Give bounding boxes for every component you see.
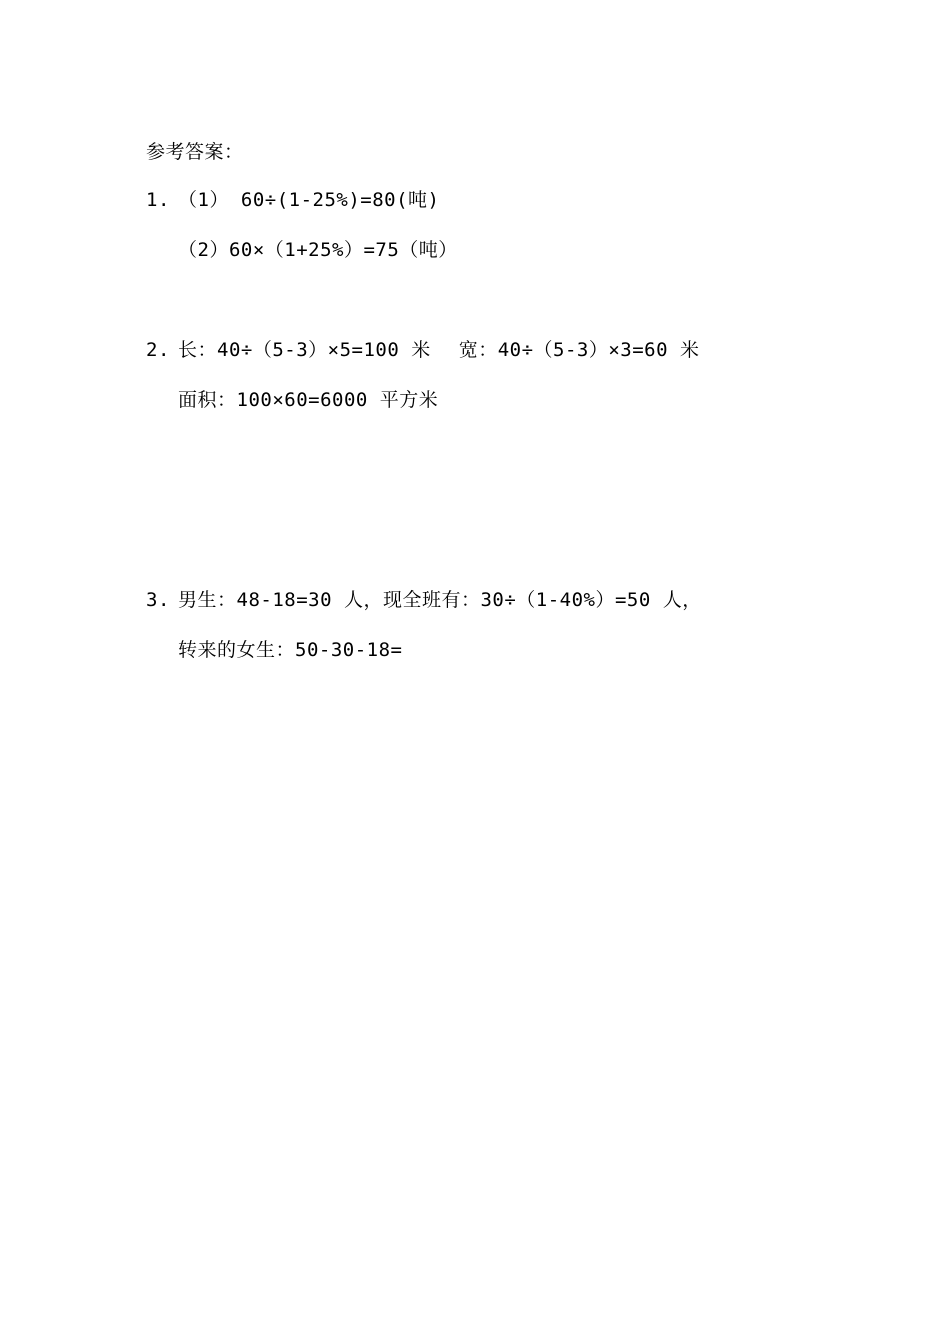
answer-2-width: 宽：40÷（5-3）×3=60 米	[458, 339, 700, 361]
answer-3-part-2: 转来的女生：50-30-18=	[178, 639, 403, 661]
answer-3-part-1: 男生：48-18=30 人，现全班有：30÷（1-40%）=50 人，	[178, 589, 702, 611]
answer-2-number: 2.	[146, 339, 170, 361]
answer-2-line-1	[146, 337, 700, 363]
answer-1-part-1: （1） 60÷(1-25%)=80(吨)	[178, 189, 440, 211]
answer-3-number: 3.	[146, 589, 170, 611]
answer-1-line-1	[146, 187, 439, 213]
answer-heading: 参考答案：	[146, 141, 244, 163]
answer-2-area: 面积：100×60=6000 平方米	[178, 389, 439, 411]
answer-1-part-2: （2）60×（1+25%）=75（吨）	[178, 239, 458, 261]
answer-3-line-1	[146, 587, 702, 613]
answer-2-length: 长：40÷（5-3）×5=100 米	[178, 339, 431, 361]
answer-1-number: 1.	[146, 189, 170, 211]
